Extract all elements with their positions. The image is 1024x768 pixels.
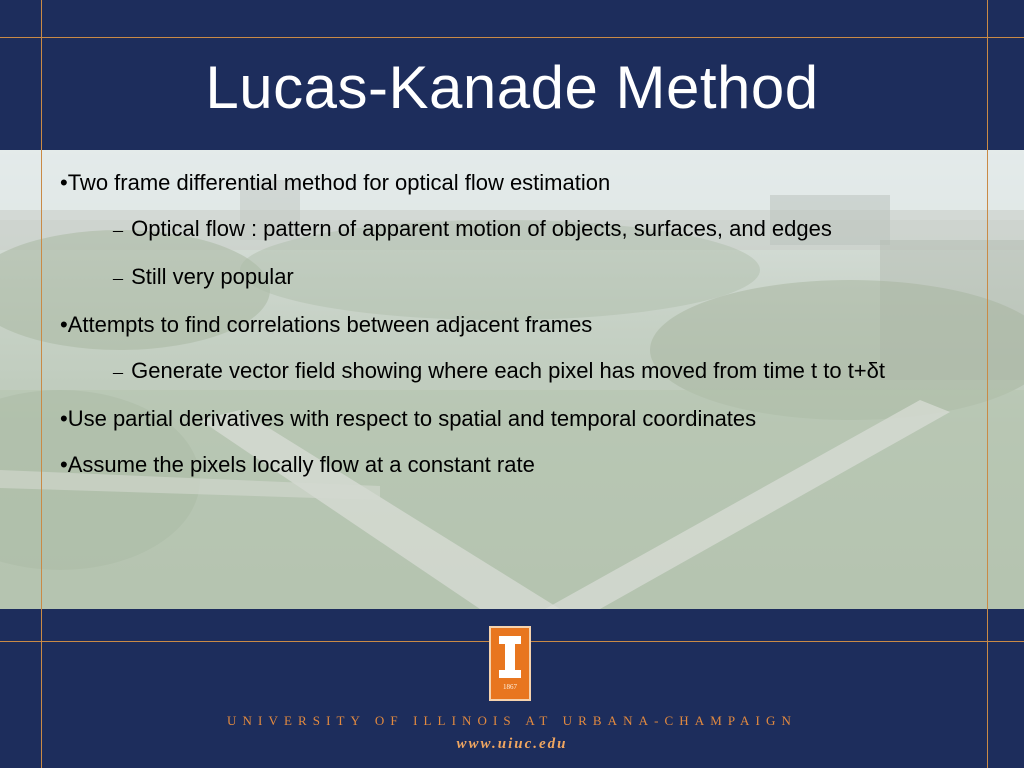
bullet-marker: • [60,170,68,195]
bullet-text: Two frame differential method for optical flow estimation [67,170,611,195]
sub-bullet-text: Still very popular [131,264,294,289]
university-block-i-logo [489,626,531,701]
bullet-item [60,450,970,479]
bullet-list [60,168,970,496]
sub-bullet-marker: – [113,361,123,383]
slide-title: Lucas-Kanade Method [205,54,819,121]
frame-line-left [41,0,42,768]
sub-bullet-text: Optical flow : pattern of apparent motion of objects, surfaces, and edges [131,216,832,241]
bullet-marker: • [60,406,68,431]
sub-bullet-marker: – [113,267,123,289]
university-url: www.uiuc.edu [456,736,568,752]
logo-year: 1867 [503,683,517,691]
university-name: UNIVERSITY OF ILLINOIS AT URBANA-CHAMPAIGN [227,713,797,728]
sub-bullet-marker: – [113,219,123,241]
bullet-item [60,310,970,339]
bullet-marker: • [60,312,68,337]
bullet-item [60,404,970,433]
frame-line-right [987,0,988,768]
sub-bullet-item [113,214,970,245]
bullet-text: Attempts to find correlations between adjacent frames [67,312,593,337]
bullet-item [60,168,970,197]
bullet-text: Assume the pixels locally flow at a constant rate [67,452,535,477]
frame-line-top [0,37,1024,38]
sub-bullet-item [113,262,970,293]
sub-bullet-text: Generate vector field showing where each pixel has moved from time t to t+δt [131,358,886,383]
bullet-text: Use partial derivatives with respect to spatial and temporal coordinates [67,406,757,431]
bullet-marker: • [60,452,68,477]
sub-bullet-item [113,356,970,387]
